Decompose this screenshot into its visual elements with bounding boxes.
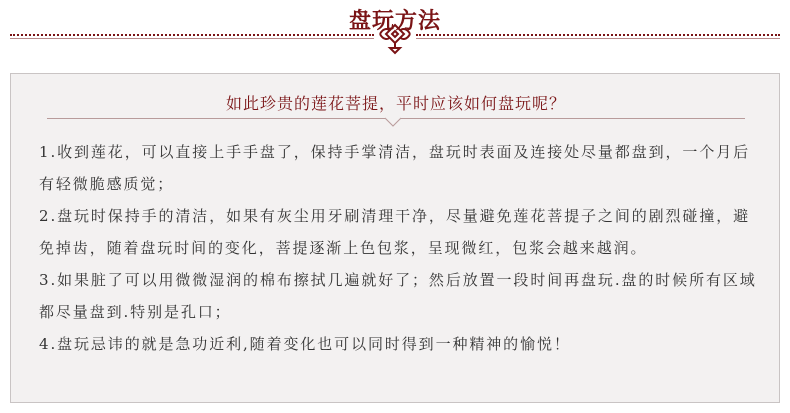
section-title: 盘玩方法 [348,8,441,34]
knot-ornament-icon [375,22,415,56]
subtitle-rule-left [47,118,385,119]
method-item-2: 2.盘玩时保持手的清洁，如果有灰尘用牙刷清理干净，尽量避免莲花菩提子之间的剧烈碰撞，避免掉齿，随着盘玩时间的变化，菩提逐渐上色包浆，呈现微红，包浆会越来越润。 [39,207,751,257]
section-header [0,0,790,58]
method-item-4: 4.盘玩忌讳的就是急功近利,随着变化也可以同时得到一种精神的愉悦！ [39,335,571,353]
header-divider-thin-right [416,38,780,39]
method-item-1: 1.收到莲花，可以直接上手手盘了，保持手掌清洁，盘玩时表面及连接处尽量都盘到，一个月后有轻微脆感质觉； [39,143,751,193]
header-divider-left [10,34,374,36]
subtitle-rule-right [401,118,745,119]
card-question: 如此珍贵的莲花菩提，平时应该如何盘玩呢？ [225,94,566,113]
method-item-3: 3.如果脏了可以用微微湿润的棉布擦拭几遍就好了；然后放置一段时间再盘玩.盘的时候所有区域都尽量盘到.特别是孔口； [39,271,757,321]
method-list [39,136,765,360]
header-divider-right [416,34,780,36]
method-card [10,73,780,403]
header-divider-thin-left [10,38,374,39]
